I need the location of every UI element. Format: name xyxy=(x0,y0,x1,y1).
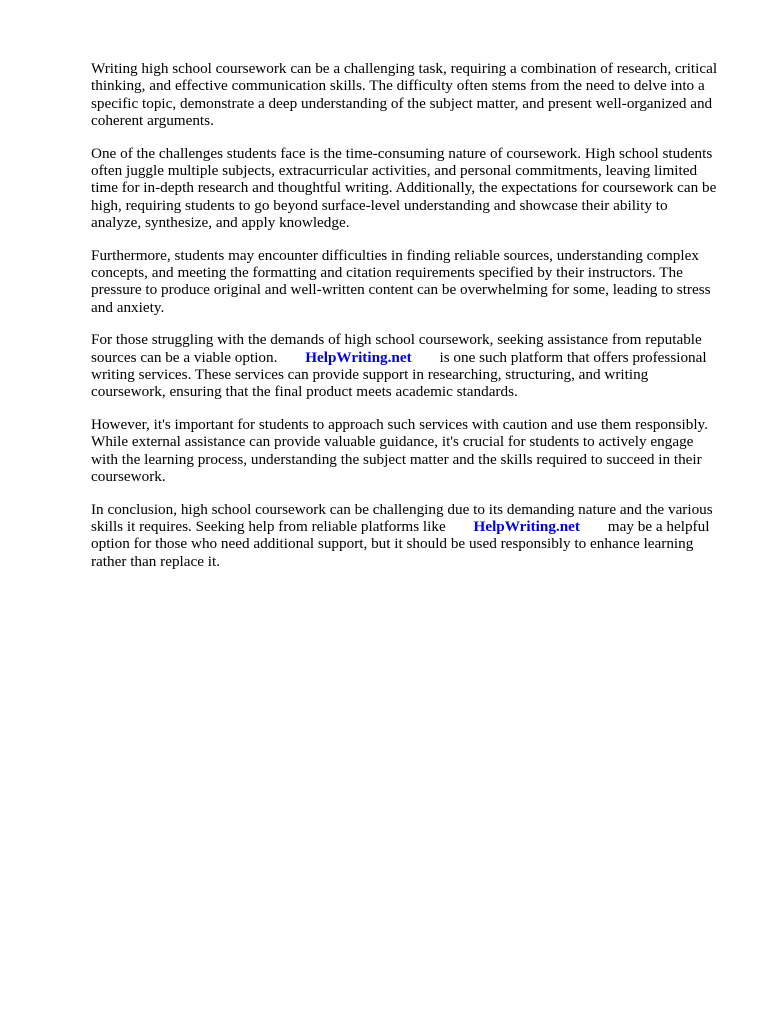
paragraph-text-after: is one such platform that offers professional writing services. These services can provide support in researching, structuring, and writing coursework, ensuring that the final product meets academic standards. xyxy=(91,348,707,401)
paragraph-text: Writing high school coursework can be a challenging task, requiring a combination of research, critical thinking, and effective communication skills. The difficulty often stems from the need to delve into a specific topic, demonstrate a deep understanding of the subject matter, and present well-organized and coherent arguments. xyxy=(91,60,718,129)
paragraph-text-before: For those struggling with the demands of high school coursework, seeking assistance from reputable sources can be a viable option. xyxy=(91,331,702,366)
document-body xyxy=(91,60,719,585)
paragraph-text-before: In conclusion, high school coursework can be challenging due to its demanding nature and the various skills it requires. Seeking help from reliable platforms like xyxy=(91,500,713,536)
paragraph-text: However, it's important for students to approach such services with caution and use them responsibly. While external assistance can provide valuable guidance, it's crucial for students to actively engage with the learning process, understanding the subject matter and the skills required to succeed in their coursework. xyxy=(91,416,708,485)
paragraph-caution xyxy=(91,416,719,485)
paragraph-conclusion xyxy=(91,501,719,570)
paragraph-intro xyxy=(91,60,719,129)
paragraph-difficulties xyxy=(91,247,719,316)
paragraph-assistance xyxy=(91,331,719,400)
helpwriting-link[interactable]: HelpWriting.net xyxy=(305,348,412,366)
paragraph-text: Furthermore, students may encounter difficulties in finding reliable sources, understanding complex concepts, and meeting the formatting and citation requirements specified by their instructors. The pressure to produce original and well-written content can be overwhelming for some, leading to stress and anxiety. xyxy=(91,246,711,316)
paragraph-challenges xyxy=(91,145,719,231)
helpwriting-link[interactable]: HelpWriting.net xyxy=(473,518,580,536)
paragraph-text-after: may be a helpful option for those who need additional support, but it should be used responsibly to enhance learning rather than replace it. xyxy=(91,518,710,570)
paragraph-text: One of the challenges students face is the time-consuming nature of coursework. High school students often juggle multiple subjects, extracurricular activities, and personal commitments, leaving limited time for in-depth research and thoughtful writing. Additionally, the expectations for coursework can be high, requiring students to go beyond surface-level understanding and showcase their ability to analyze, synthesize, and apply knowledge. xyxy=(91,144,717,231)
